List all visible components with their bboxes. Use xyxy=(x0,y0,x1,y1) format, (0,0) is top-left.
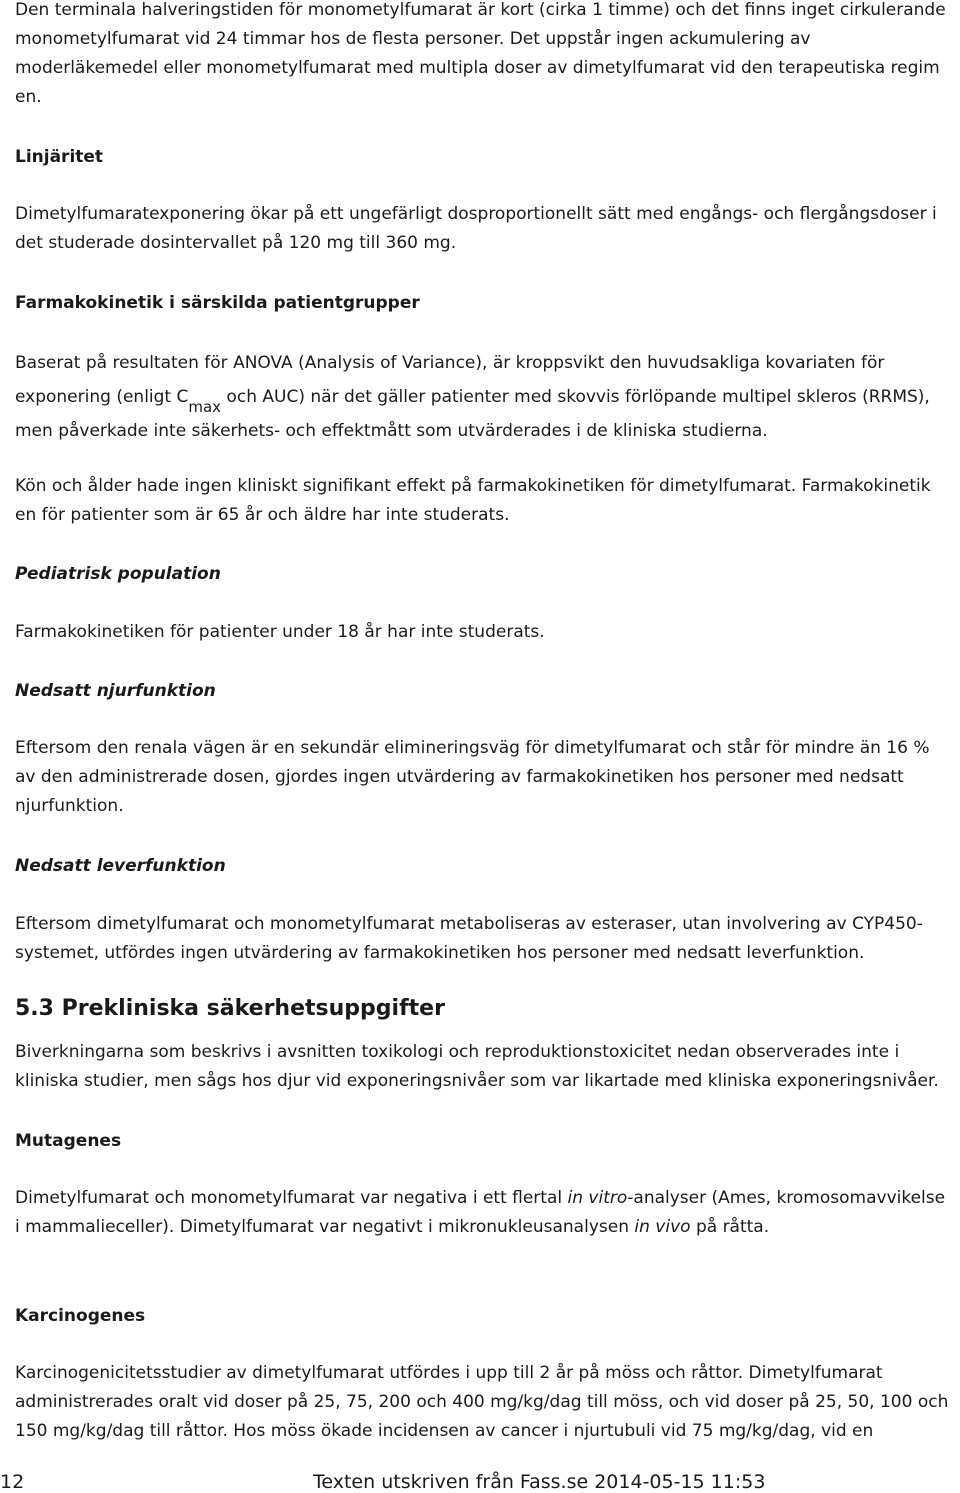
paragraph-preklinisk: Biverkningarna som beskrivs i avsnitten toxikologi och reproduktionstoxicitet nedan observerades inte i kliniska studier, men sågs hos djur vid exponeringsnivåer som var likartade med kliniska exponeringsnivåer. xyxy=(15,1042,939,1091)
paragraph-halveringstid: Den terminala halveringstiden för monometylfumarat är kort (cirka 1 timme) och det finns inget cirkulerande monometylfumarat vid 24 timmar hos de flesta personer. Det uppstår ingen ackumulering av moderläkemedel eller monometylfumarat med multipla doser av dimetylfumarat vid den terapeutiska regim en. xyxy=(15,0,946,107)
paragraph-mutagenes xyxy=(15,1184,955,1242)
mutagenes-in-vitro: in vitro xyxy=(567,1188,628,1208)
mutagenes-text-1: Dimetylfumarat och monometylfumarat var negativa i ett flertal xyxy=(15,1188,568,1208)
anova-text-part1: Baserat på resultaten för ANOVA (Analysis of Variance), är kroppsvikt den huvudsakliga kovariaten för exponering (enligt C xyxy=(15,353,885,407)
heading-linjaritet: Linjäritet xyxy=(15,147,104,167)
heading-leverfunktion: Nedsatt leverfunktion xyxy=(15,856,226,876)
mutagenes-text-2: -analyser (Ames, kromosomavvikelse i mammalieceller). Dimetylfumarat var negativt i mikronukleusanalysen xyxy=(15,1188,946,1237)
anova-cmax-subscript: max xyxy=(188,398,222,416)
heading-karcinogenes: Karcinogenes xyxy=(15,1306,146,1326)
page-number: 12 xyxy=(0,1471,25,1493)
paragraph-anova xyxy=(15,346,955,448)
heading-mutagenes: Mutagenes xyxy=(15,1131,122,1151)
mutagenes-in-vivo: in vivo xyxy=(634,1217,691,1237)
mutagenes-text-3: på råtta. xyxy=(690,1217,770,1237)
paragraph-linjaritet: Dimetylfumaratexponering ökar på ett ungefärligt dosproportionellt sätt med engångs- och flergångsdoser i det studerade dosintervallet på 120 mg till 360 mg. xyxy=(15,204,937,253)
heading-pediatrisk: Pediatrisk population xyxy=(15,564,221,584)
paragraph-kon-alder: Kön och ålder hade ingen kliniskt signifikant effekt på farmakokinetiken för dimetylfumarat. Farmakokinetik en för patienter som är 65 år och äldre har inte studerats. xyxy=(15,476,931,525)
paragraph-leverfunktion: Eftersom dimetylfumarat och monometylfumarat metaboliseras av esteraser, utan involvering av CYP450-systemet, utfördes ingen utvärdering av farmakokinetiken hos personer med nedsatt leverfunktion. xyxy=(15,914,923,963)
footer-print-info: Texten utskriven från Fass.se 2014-05-15 11:53 xyxy=(313,1471,766,1493)
paragraph-pediatrisk: Farmakokinetiken för patienter under 18 år har inte studerats. xyxy=(15,622,545,642)
heading-njurfunktion: Nedsatt njurfunktion xyxy=(15,681,216,701)
heading-preklinisk: 5.3 Prekliniska säkerhetsuppgifter xyxy=(15,996,445,1021)
heading-farmakokinetik: Farmakokinetik i särskilda patientgrupper xyxy=(15,293,420,313)
anova-text-part2: och AUC) när det gäller patienter med skovvis förlöpande multipel skleros (RRMS), men påverkade inte säkerhets- och effektmått som utvärderades i de kliniska studierna. xyxy=(15,387,930,441)
paragraph-njurfunktion: Eftersom den renala vägen är en sekundär elimineringsväg för dimetylfumarat och står för mindre än 16 % av den administrerade dosen, gjordes ingen utvärdering av farmakokinetiken hos personer med nedsatt njurfunktion. xyxy=(15,738,930,816)
paragraph-karcinogenes: Karcinogenicitetsstudier av dimetylfumarat utfördes i upp till 2 år på möss och råttor. Dimetylfumarat administrerades oralt vid doser på 25, 75, 200 och 400 mg/kg/dag till möss, och vid doser på 25, 50, 100 och 150 mg/kg/dag till råttor. Hos möss ökade incidensen av cancer i njurtubuli vid 75 mg/kg/dag, vid en xyxy=(15,1363,949,1441)
page-footer xyxy=(0,1471,960,1493)
